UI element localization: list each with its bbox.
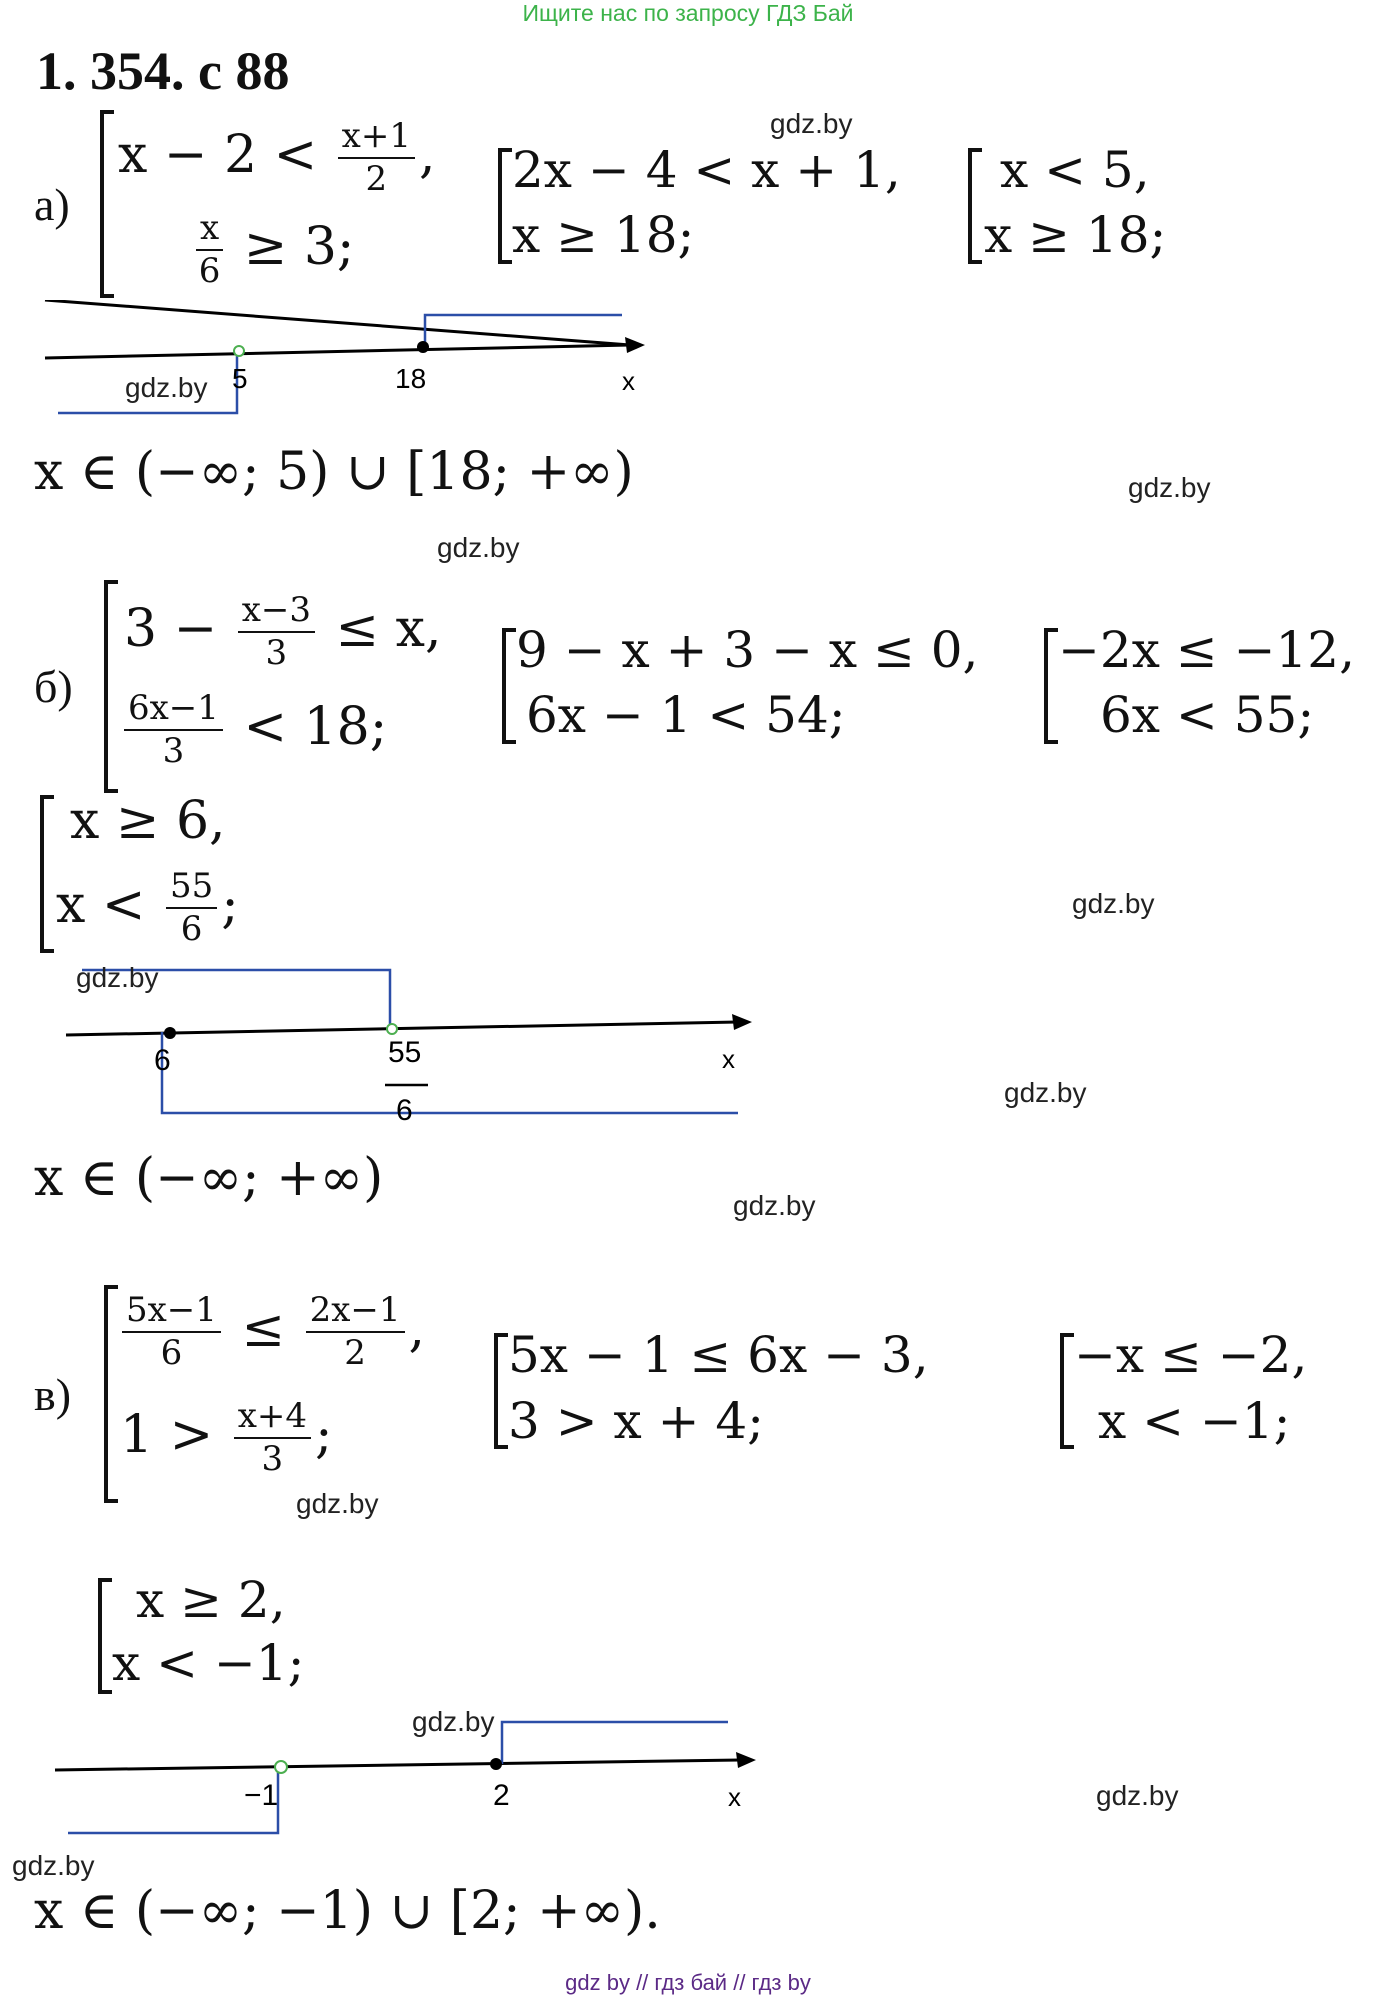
watermark: gdz.by <box>1004 1077 1087 1108</box>
problem-heading: 1. 354. с 88 <box>36 41 290 101</box>
watermark: gdz.by <box>412 1706 495 1737</box>
part-c-step3-bracket <box>98 1578 112 1694</box>
part-b-step3-line-2: x < $\frac{55}{6}$ ; <box>56 866 239 950</box>
part-c-label: в) <box>34 1369 72 1420</box>
part-b-label: б) <box>34 661 73 712</box>
part-c-step1-bracket <box>494 1333 508 1449</box>
solution-region-right <box>502 1722 728 1764</box>
part-a-step2-line-2: x ≥ 18; <box>984 206 1167 264</box>
open-point-minus-1 <box>275 1761 287 1773</box>
part-b-answer: x ∈ (−∞; +∞) <box>34 1148 384 1208</box>
tick-label-5: 5 <box>232 363 248 394</box>
tick-label-6-den: 6 <box>396 1094 413 1127</box>
part-a-step2-line-1: x < 5, <box>1000 141 1150 199</box>
part-a-step1-bracket <box>498 148 512 264</box>
part-c-step2-bracket <box>1060 1333 1074 1449</box>
axis-var-label: x <box>722 1044 735 1074</box>
watermark: gdz.by <box>1072 888 1155 919</box>
axis-arrow <box>736 1752 756 1768</box>
axis-arrow <box>625 337 645 353</box>
tick-label-minus-1: −1 <box>244 1779 279 1812</box>
part-b-system-line-1: 3 − $\frac{x-3}{3}$ ≤ x, <box>124 590 442 674</box>
watermark: gdz.by <box>296 1488 379 1519</box>
axis-line <box>45 300 630 345</box>
watermark: gdz.by <box>733 1190 816 1221</box>
watermark: gdz.by <box>76 962 159 993</box>
tick-label-6: 6 <box>154 1044 171 1077</box>
part-b-system-bracket <box>104 580 118 793</box>
part-b-step1-line-1: 9 − x + 3 − x ≤ 0, <box>516 621 979 679</box>
tick-label-18: 18 <box>395 363 427 394</box>
part-a-number-line <box>0 300 700 420</box>
part-a-system-line-2: $\frac{x}{6}$ ≥ 3; <box>192 210 354 291</box>
watermark: gdz.by <box>125 372 208 403</box>
top-banner: Ищите нас по запросу ГДЗ Бай <box>522 0 854 26</box>
part-b-step3-line-1: x ≥ 6, <box>70 791 226 851</box>
watermark: gdz.by <box>1128 472 1211 503</box>
part-c-step1-line-1: 5x − 1 ≤ 6x − 3, <box>508 1326 929 1384</box>
footer-links[interactable]: gdz by // гдз бай // гдз by <box>565 1970 811 1995</box>
tick-label-2: 2 <box>493 1779 510 1812</box>
part-b-step2-line-2: 6x < 55; <box>1100 686 1315 744</box>
tick-label-55: 55 <box>388 1036 422 1069</box>
part-c-system-bracket <box>104 1285 118 1503</box>
part-a-system-bracket <box>100 110 114 298</box>
part-c-step3-line-2: x < −1; <box>112 1634 305 1692</box>
closed-point-18 <box>417 341 429 353</box>
part-a-step1-line-2: x ≥ 18; <box>512 206 695 264</box>
axis-var-label: x <box>728 1782 741 1812</box>
part-b-step1-bracket <box>502 628 516 744</box>
part-c-answer: x ∈ (−∞; −1) ∪ [2; +∞). <box>34 1881 661 1941</box>
open-point-5 <box>234 346 244 356</box>
part-c-step3-line-1: x ≥ 2, <box>136 1571 286 1629</box>
part-b-system-line-2: $\frac{6x-1}{3}$ < 18; <box>120 690 387 771</box>
watermark: gdz.by <box>770 108 853 139</box>
open-point-55-6 <box>387 1024 397 1034</box>
closed-point-2 <box>490 1758 502 1770</box>
part-b-step3-bracket <box>40 795 54 953</box>
watermark: gdz.by <box>12 1850 95 1881</box>
closed-point-6 <box>164 1027 176 1039</box>
part-c-step1-line-2: 3 > x + 4; <box>508 1392 765 1450</box>
axis-arrow <box>732 1014 752 1030</box>
part-a-step1-line-1: 2x − 4 < x + 1, <box>512 141 901 199</box>
part-a-system-line-1: x − 2 < $\frac{x+1}{2}$ , <box>118 116 436 200</box>
part-a-label: а) <box>34 179 70 230</box>
part-c-step2-line-1: −x ≤ −2, <box>1074 1326 1308 1384</box>
solution-region-right <box>162 1032 738 1113</box>
axis-var-label: x <box>622 366 635 396</box>
part-a-answer: x ∈ (−∞; 5) ∪ [18; +∞) <box>34 442 634 502</box>
part-c-system-line-1: $\frac{5x-1}{6}$ ≤ $\frac{2x-1}{2}$ , <box>118 1292 425 1373</box>
part-c-step2-line-2: x < −1; <box>1098 1392 1291 1450</box>
part-a-step2-bracket <box>968 148 982 264</box>
watermark: gdz.by <box>1096 1780 1179 1811</box>
part-b-step1-line-2: 6x − 1 < 54; <box>526 686 846 744</box>
part-c-system-line-2: 1 > $\frac{x+4}{3}$ ; <box>120 1396 333 1480</box>
part-c-number-line <box>0 1700 780 1840</box>
part-b-step2-line-1: −2x ≤ −12, <box>1058 621 1355 679</box>
part-b-step2-bracket <box>1044 628 1058 744</box>
watermark: gdz.by <box>437 532 520 563</box>
